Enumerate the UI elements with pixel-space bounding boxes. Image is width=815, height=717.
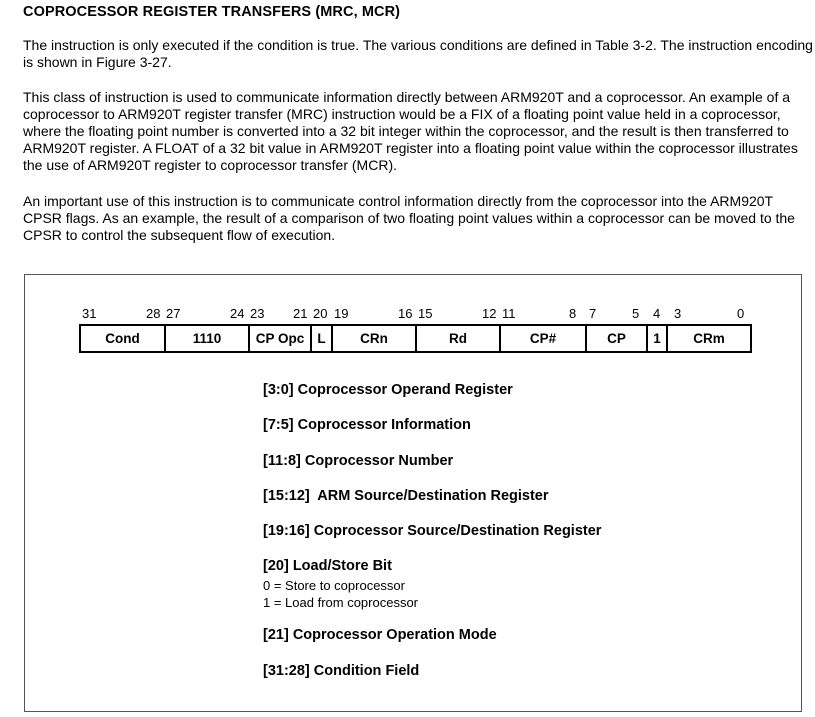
- bit-number: 16: [398, 306, 413, 321]
- desc-coprocessor-information: [7:5] Coprocessor Information: [263, 417, 471, 433]
- bit-number: 3: [674, 306, 682, 321]
- bit-number: 24: [230, 306, 245, 321]
- desc-coprocessor-register: [19:16] Coprocessor Source/Destination Register: [263, 523, 602, 539]
- bit-number: 27: [166, 306, 181, 321]
- bit-number: 15: [418, 306, 433, 321]
- paragraph-cpsr-use: An important use of this instruction is to communicate control information directly from the coprocessor into the ARM920T CPSR flags. As an example, the result of a comparison of two floating point values within a coprocessor can be moved to the CPSR to control the subsequent flow of execution.: [23, 193, 795, 243]
- note-store: 0 = Store to coprocessor: [263, 578, 405, 593]
- field-cp: CP: [587, 326, 648, 351]
- bit-number: 23: [250, 306, 265, 321]
- bit-number: 28: [146, 306, 161, 321]
- bit-number: 5: [632, 306, 640, 321]
- field-1110: 1110: [166, 326, 250, 351]
- field-l: L: [312, 326, 333, 351]
- section-heading: COPROCESSOR REGISTER TRANSFERS (MRC, MCR): [23, 4, 401, 20]
- paragraph-condition: The instruction is only executed if the condition is true. The various conditions are defined in Table 3-2. The instruction encoding is shown in Figure 3-27.: [23, 37, 813, 70]
- bit-number: 21: [293, 306, 308, 321]
- desc-operand-register: [3:0] Coprocessor Operand Register: [263, 382, 513, 398]
- bit-number: 20: [313, 306, 328, 321]
- desc-coprocessor-number: [11:8] Coprocessor Number: [263, 453, 454, 469]
- desc-arm-register: [15:12] ARM Source/Destination Register: [263, 488, 549, 504]
- bit-number: 12: [482, 306, 497, 321]
- bit-number: 0: [737, 306, 745, 321]
- field-cond: Cond: [81, 326, 166, 351]
- instruction-encoding-bar: [79, 324, 752, 353]
- field-one: 1: [648, 326, 668, 351]
- bit-number: 8: [569, 306, 577, 321]
- note-load: 1 = Load from coprocessor: [263, 595, 418, 610]
- field-rd: Rd: [417, 326, 501, 351]
- field-crm: CRm: [693, 331, 725, 346]
- bit-number: 19: [334, 306, 349, 321]
- field-cp-number: CP#: [501, 326, 587, 351]
- desc-load-store-bit: [20] Load/Store Bit: [263, 558, 392, 574]
- field-cp-opc: CP Opc: [250, 326, 312, 351]
- bit-number: 4: [653, 306, 661, 321]
- field-crn: CRn: [333, 326, 417, 351]
- desc-condition-field: [31:28] Condition Field: [263, 663, 420, 679]
- bit-number: 31: [82, 306, 97, 321]
- bit-number-row: [0, 306, 815, 322]
- desc-operation-mode: [21] Coprocessor Operation Mode: [263, 627, 497, 643]
- bit-number: 11: [502, 306, 516, 321]
- paragraph-register-transfer: This class of instruction is used to communicate information directly between ARM920T and a coprocessor. An example of a coprocessor to ARM920T register transfer (MRC) instruction would be a FIX of a floating point value held in a coprocessor, where the floating point number is converted into a 32 bit integer within the coprocessor, and the result is then transferred to ARM920T register. A FLOAT of a 32 bit value in ARM920T register into a floating point value within the coprocessor illustrates the use of ARM920T register to coprocessor transfer (MCR).: [23, 89, 798, 173]
- bit-number: 7: [589, 306, 597, 321]
